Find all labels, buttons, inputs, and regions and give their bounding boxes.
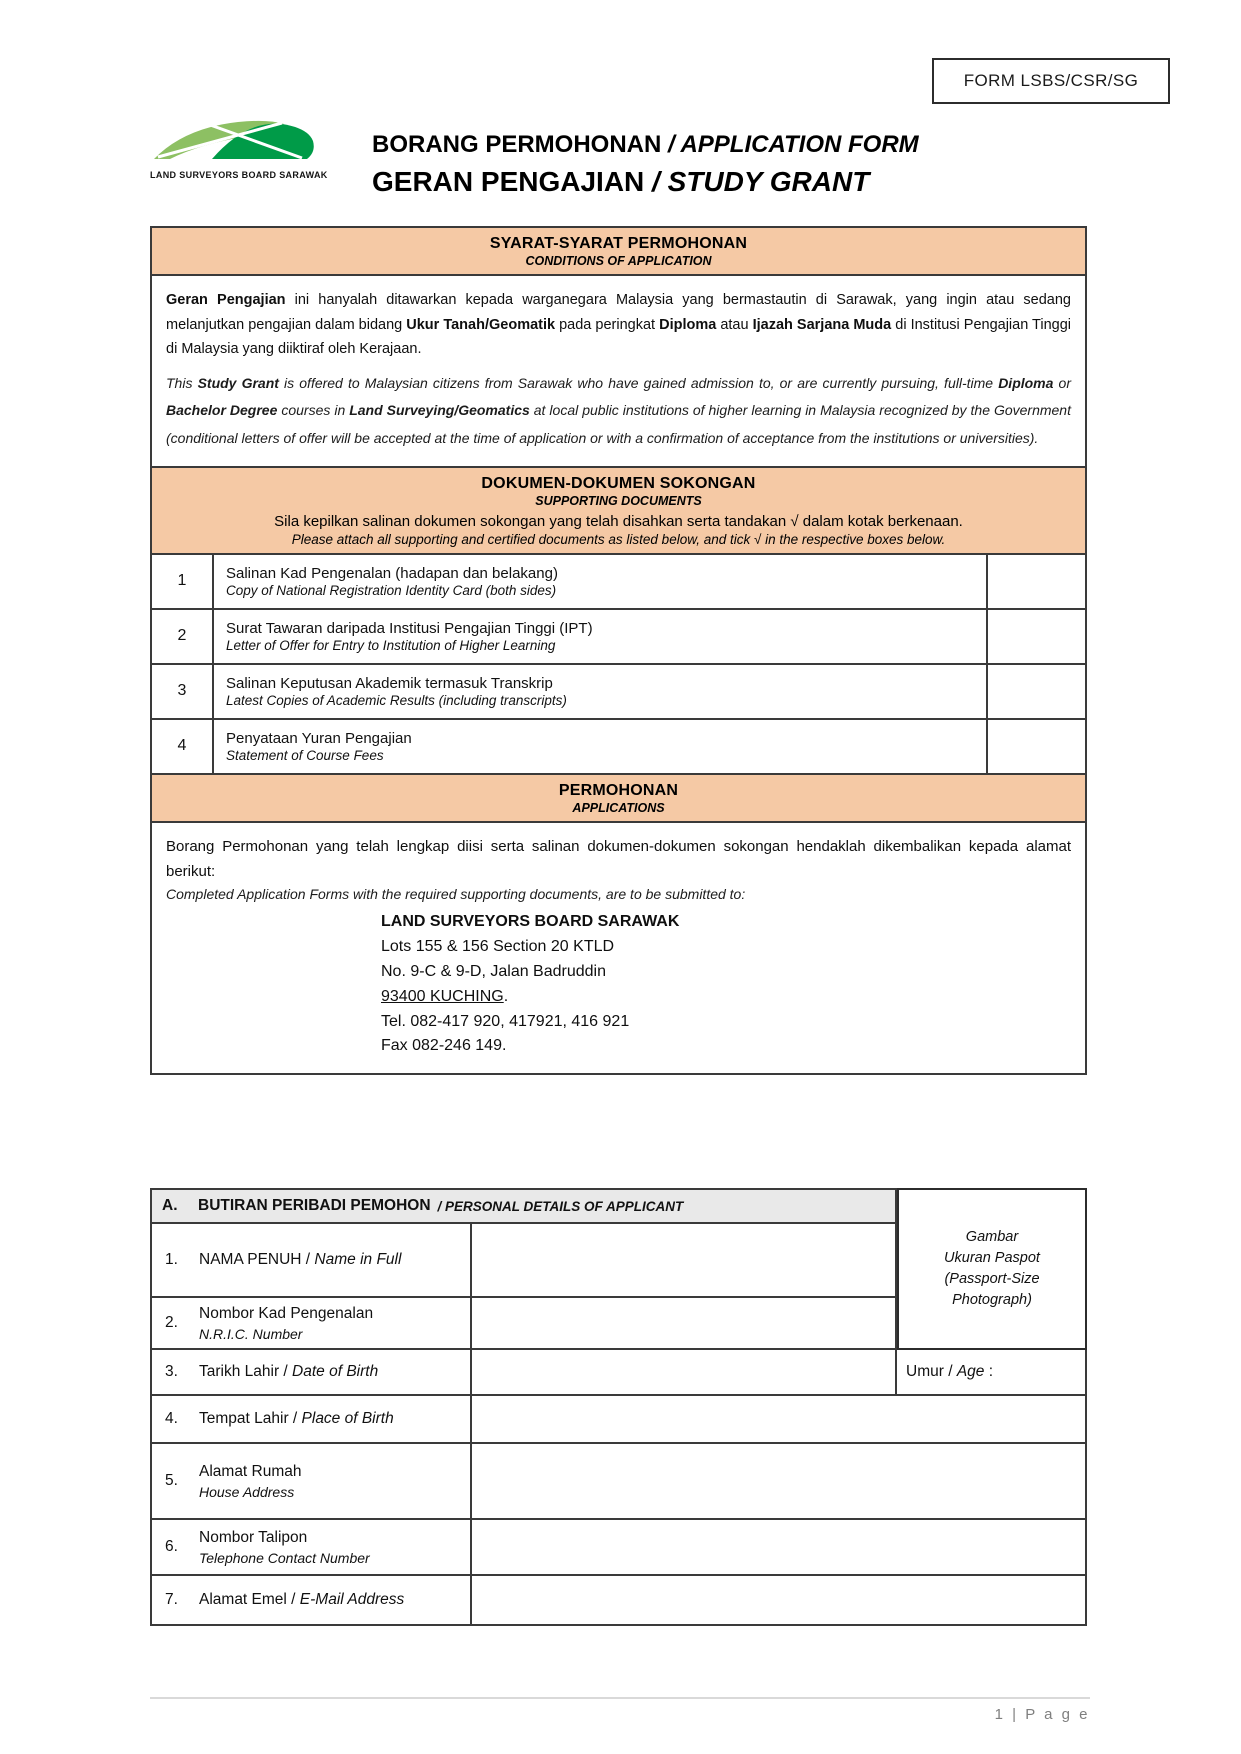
doc-checkbox-4[interactable] <box>986 720 1085 773</box>
row-label <box>199 1410 394 1428</box>
form-code-box <box>932 58 1170 104</box>
row-label <box>199 1305 373 1342</box>
conditions-paragraph-my: Geran Pengajian ini hanyalah ditawarkan kepada warganegara Malaysia yang bermastautin di Sarawak, yang ingin atau sedang melanjutkan pengajian dalam bidang Ukur Tanah/Geomatik pada peringkat Diploma atau Ijazah Sarjana Muda di Institusi Pengajian Tinggi di Malaysia yang diiktiraf oleh Kerajaan. <box>166 292 1071 358</box>
lsbs-logo-icon <box>150 114 320 168</box>
email-label-cell <box>150 1576 470 1626</box>
personal-row-dob <box>150 1350 1087 1396</box>
doc-title-my-4: Penyataan Yuran Pengajian <box>226 729 412 747</box>
row-number: 5. <box>165 1472 178 1489</box>
conditions-header-en: CONDITIONS OF APPLICATION <box>525 254 712 268</box>
title-line1-en: / APPLICATION FORM <box>668 131 919 158</box>
row-label <box>199 1251 401 1269</box>
name-label: NAMA PENUH / Name in Full <box>199 1251 402 1268</box>
row-label <box>199 1529 370 1566</box>
row-number: 3. <box>165 1363 178 1380</box>
doc-title-en-4: Statement of Course Fees <box>226 747 384 763</box>
name-in-full-input[interactable] <box>470 1224 897 1298</box>
pob-label: Tempat Lahir / Place of Birth <box>199 1410 394 1427</box>
date-of-birth-input[interactable] <box>470 1350 897 1396</box>
pob-label-cell <box>150 1396 470 1444</box>
doc-number-1: 1 <box>152 555 214 608</box>
form-title-line2 <box>372 164 919 199</box>
nric-number-input[interactable] <box>470 1298 897 1350</box>
doc-number-2: 2 <box>152 610 214 663</box>
doc-number-3: 3 <box>152 665 214 718</box>
doc-title-my-3: Salinan Keputusan Akademik termasuk Transkrip <box>226 674 553 692</box>
title-line2-en: / STUDY GRANT <box>652 166 870 197</box>
personal-row-pob <box>150 1396 1087 1444</box>
nric-label-cell <box>150 1298 470 1350</box>
application-header <box>152 773 1085 821</box>
row-label <box>199 1591 404 1609</box>
page-number: 1 | P a g e <box>994 1706 1090 1723</box>
address-line-2: No. 9-C & 9-D, Jalan Badruddin <box>381 962 606 980</box>
personal-row-address <box>150 1444 1087 1520</box>
conditions-body <box>152 274 1085 466</box>
application-header-en: APPLICATIONS <box>572 800 665 815</box>
application-paragraph-en: Completed Application Forms with the required supporting documents, are to be submitted to: <box>166 886 746 903</box>
personal-row-telephone <box>150 1520 1087 1576</box>
main-form-box <box>150 226 1087 1075</box>
photo-box-line-3: (Passport-Size <box>944 1271 1040 1287</box>
title-line1-my: BORANG PERMOHONAN <box>372 131 669 158</box>
row-number: 1. <box>165 1251 178 1268</box>
row-label <box>199 1463 302 1500</box>
nric-label-en: N.R.I.C. Number <box>199 1325 303 1342</box>
row-label <box>199 1363 378 1381</box>
dob-label: Tarikh Lahir / Date of Birth <box>199 1363 379 1380</box>
photo-box-line-4: Photograph) <box>952 1292 1032 1309</box>
form-title-line1 <box>372 130 919 160</box>
telephone-number-input[interactable] <box>470 1520 1087 1576</box>
personal-row-email <box>150 1576 1087 1626</box>
house-address-label: Alamat Rumah <box>199 1462 302 1480</box>
telephone-label-cell <box>150 1520 470 1576</box>
address-line-1: Lots 155 & 156 Section 20 KTLD <box>381 938 615 956</box>
row-number: 7. <box>165 1591 178 1608</box>
form-title <box>372 130 919 199</box>
passport-photo-box <box>897 1188 1087 1350</box>
doc-title-en-2: Letter of Offer for Entry to Institution of Higher Learning <box>226 637 556 653</box>
footer-divider <box>150 1697 1090 1699</box>
application-body <box>152 821 1085 1073</box>
doc-checkbox-3[interactable] <box>986 665 1085 718</box>
section-a-header <box>150 1188 897 1224</box>
logo-caption: LAND SURVEYORS BOARD SARAWAK <box>150 170 328 180</box>
conditions-header-my: SYARAT-SYARAT PERMOHONAN <box>489 235 748 252</box>
row-number: 2. <box>165 1314 178 1331</box>
house-address-label-cell <box>150 1444 470 1520</box>
doc-title-en-1: Copy of National Registration Identity Card (both sides) <box>226 582 557 598</box>
conditions-paragraph-en: This Study Grant is offered to Malaysian citizens from Sarawak who have gained admission to, or are currently pursuing, full-time Diploma or Bachelor Degree courses in Land Surveying/Geomatics at local public institutions of higher learning in Malaysia recognized by the Government (conditional letters of offer will be accepted at the time of application or with a confirmation of acceptance from the institutions or universities). <box>166 374 1071 446</box>
documents-header-my: DOKUMEN-DOKUMEN SOKONGAN <box>481 474 756 492</box>
name-label-cell <box>150 1224 470 1298</box>
house-address-input[interactable] <box>470 1444 1087 1520</box>
brand-block <box>150 114 350 180</box>
doc-checkbox-1[interactable] <box>986 555 1085 608</box>
age-label: Umur / Age : <box>906 1363 994 1380</box>
title-line2-my: GERAN PENGAJIAN <box>372 166 653 197</box>
address-line-3: 93400 KUCHING. <box>381 987 509 1005</box>
email-address-input[interactable] <box>470 1576 1087 1626</box>
doc-description-4 <box>214 720 986 773</box>
dob-label-cell <box>150 1350 470 1396</box>
telephone-label: Nombor Talipon <box>199 1528 308 1546</box>
section-a-title-my: BUTIRAN PERIBADI PEMOHON <box>198 1197 431 1214</box>
document-row-4 <box>152 718 1085 773</box>
application-paragraph-my: Borang Permohonan yang telah lengkap diisi serta salinan dokumen-dokumen sokongan hendaklah dikembalikan kepada alamat berikut: <box>166 837 1071 880</box>
email-label: Alamat Emel / E-Mail Address <box>199 1591 405 1608</box>
photo-box-line-2: Ukuran Paspot <box>944 1249 1040 1266</box>
doc-title-my-1: Salinan Kad Pengenalan (hadapan dan belakang) <box>226 564 558 582</box>
documents-note-my: Sila kepilkan salinan dokumen sokongan yang telah disahkan serta tandakan √ dalam kotak berkenaan. <box>274 512 963 530</box>
nric-label: Nombor Kad Pengenalan <box>199 1304 374 1322</box>
section-a <box>150 1188 1087 1626</box>
doc-description-3 <box>214 665 986 718</box>
submission-address <box>381 910 1071 1059</box>
document-row-1 <box>152 553 1085 608</box>
address-telephone: Tel. 082-417 920, 417921, 416 921 <box>381 1012 630 1030</box>
doc-title-my-2: Surat Tawaran daripada Institusi Pengajian Tinggi (IPT) <box>226 619 593 637</box>
doc-number-4: 4 <box>152 720 214 773</box>
document-row-3 <box>152 663 1085 718</box>
section-a-title-en: / PERSONAL DETAILS OF APPLICANT <box>437 1198 684 1214</box>
section-a-label: A. <box>162 1197 178 1214</box>
place-of-birth-input[interactable] <box>470 1396 1087 1444</box>
address-fax: Fax 082-246 149. <box>381 1037 507 1055</box>
documents-header-en: SUPPORTING DOCUMENTS <box>535 493 702 508</box>
doc-description-2 <box>214 610 986 663</box>
doc-checkbox-2[interactable] <box>986 610 1085 663</box>
telephone-label-en: Telephone Contact Number <box>199 1549 370 1566</box>
row-number: 6. <box>165 1538 178 1555</box>
photo-box-line-1: Gambar <box>965 1228 1019 1245</box>
form-code-text: FORM LSBS/CSR/SG <box>963 71 1139 90</box>
conditions-header <box>152 228 1085 274</box>
doc-title-en-3: Latest Copies of Academic Results (including transcripts) <box>226 692 567 708</box>
address-name: LAND SURVEYORS BOARD SARAWAK <box>381 913 680 931</box>
document-row-2 <box>152 608 1085 663</box>
documents-note-en: Please attach all supporting and certified documents as listed below, and tick √ in the respective boxes below. <box>291 531 946 547</box>
documents-header <box>152 466 1085 553</box>
doc-description-1 <box>214 555 986 608</box>
house-address-label-en: House Address <box>199 1483 295 1500</box>
row-number: 4. <box>165 1410 178 1427</box>
age-field[interactable] <box>897 1350 1087 1396</box>
application-header-my: PERMOHONAN <box>558 781 679 799</box>
